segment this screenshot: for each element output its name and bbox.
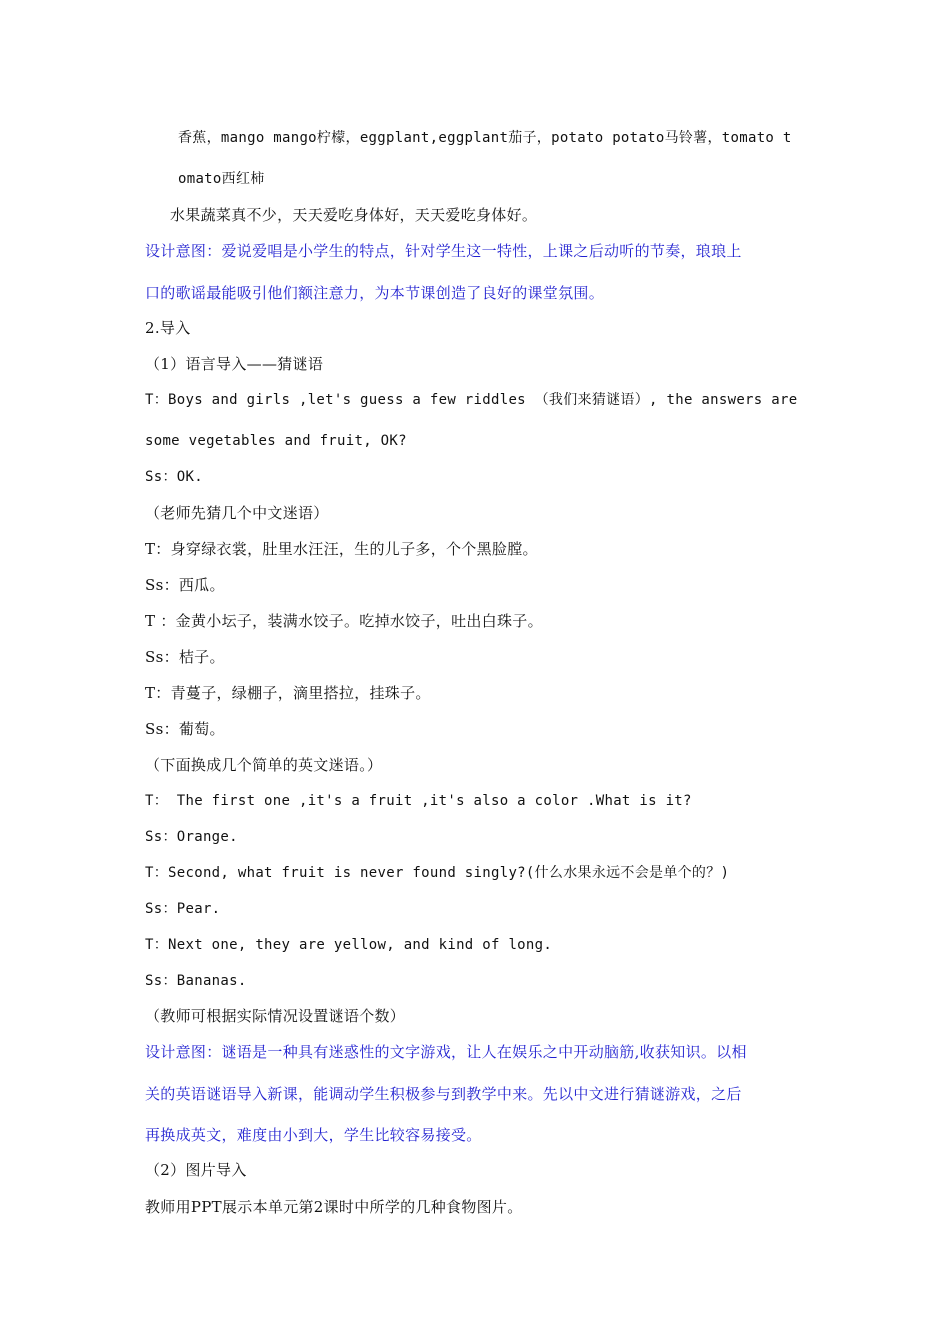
subsection-heading-pictures: （2）图片导入 xyxy=(145,1161,247,1179)
dialogue-line: Ss：Pear. xyxy=(145,901,221,917)
dialogue-line: T： The first one ,it's a fruit ,it's also a color .What is it? xyxy=(145,793,692,809)
section-heading-intro: 2.导入 xyxy=(145,319,191,337)
design-intent-2-line-1: 设计意图：谜语是一种具有迷惑性的文字游戏，让人在娱乐之中开动脑筋,收获知识。以相 xyxy=(145,1043,747,1061)
dialogue-line: T：身穿绿衣裳，肚里水汪汪，生的儿子多，个个黑脸膛。 xyxy=(145,540,538,558)
stage-note: （下面换成几个简单的英文迷语。） xyxy=(145,756,383,774)
dialogue-line: Ss：西瓜。 xyxy=(145,576,225,594)
dialogue-line: Ss：葡萄。 xyxy=(145,720,225,738)
dialogue-line: Ss：桔子。 xyxy=(145,648,225,666)
design-intent-1-line-1: 设计意图：爱说爱唱是小学生的特点，针对学生这一特性，上课之后动听的节奏，琅琅上 xyxy=(145,242,742,260)
dialogue-line: Ss：Orange. xyxy=(145,829,238,845)
dialogue-line: T：Boys and girls ,let's guess a few riddles （我们来猜谜语）, the answers are xyxy=(145,392,798,408)
dialogue-line: T ：金黄小坛子，装满水饺子。吃掉水饺子，吐出白珠子。 xyxy=(145,612,543,630)
song-line-3: 水果蔬菜真不少，天天爱吃身体好，天天爱吃身体好。 xyxy=(170,206,538,224)
body-paragraph: 教师用PPT展示本单元第2课时中所学的几种食物图片。 xyxy=(145,1198,523,1216)
subsection-heading-riddles: （1）语言导入——猜谜语 xyxy=(145,355,324,373)
dialogue-line: T：青蔓子，绿棚子，滴里搭拉，挂珠子。 xyxy=(145,684,431,702)
song-line-1: 香蕉，mango mango柠檬，eggplant,eggplant茄子，potato potato马铃薯，tomato t xyxy=(178,130,792,146)
dialogue-line: Ss：OK. xyxy=(145,469,203,485)
stage-note: （教师可根据实际情况设置谜语个数） xyxy=(145,1007,406,1025)
dialogue-line: T：Second, what fruit is never found singly?(什么水果永远不会是单个的？) xyxy=(145,865,730,881)
stage-note: （老师先猜几个中文迷语） xyxy=(145,504,329,522)
design-intent-2-line-3: 再换成英文，难度由小到大，学生比较容易接受。 xyxy=(145,1126,482,1144)
design-intent-2-line-2: 关的英语谜语导入新课，能调动学生积极参与到教学中来。先以中文进行猜谜游戏，之后 xyxy=(145,1085,742,1103)
design-intent-1-line-2: 口的歌谣最能吸引他们额注意力，为本节课创造了良好的课堂氛围。 xyxy=(145,284,605,302)
dialogue-line: Ss：Bananas. xyxy=(145,973,247,989)
song-line-2: omato西红柿 xyxy=(178,171,265,187)
dialogue-line: some vegetables and fruit, OK? xyxy=(145,433,407,449)
dialogue-line: T：Next one, they are yellow, and kind of long. xyxy=(145,937,553,953)
